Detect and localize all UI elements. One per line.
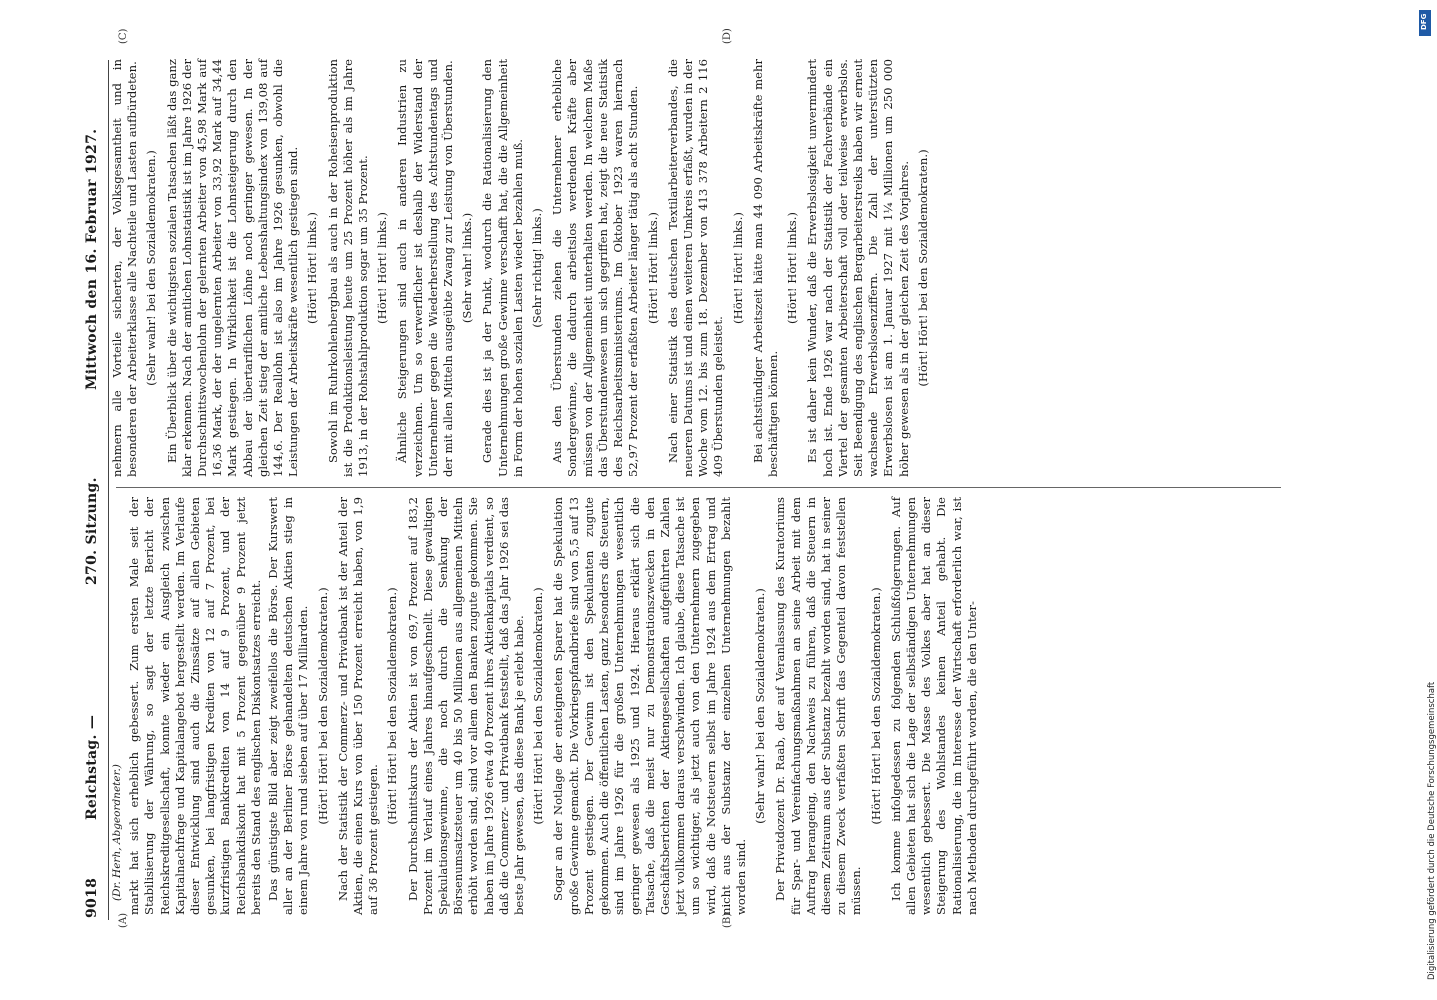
paragraph: Es ist daher kein Wunder, daß die Erwerbslosigkeit unvermindert hoch ist. Ende 1926 war nach der Statistik der Fachverbände ein Viertel der gesamten Arbeiterschaft voll oder teilweise erwerbslos. Seit Beendigung des englischen Bergarbeiterstreiks haben wir erneut wachsende Erwerbslosenziffern. Die Zahl der unterstützten Erwerbslosen ist am 1. Januar 1927 mit 1¼ Millionen um 250 000 höher gewesen als in der gleichen Zeit des Vorjahres. xyxy=(805,59,911,477)
interjection: (Hört! Hört! bei den Sozialdemokraten.) xyxy=(915,149,930,387)
interjection: (Hört! Hört! links.) xyxy=(305,212,320,324)
paragraph: markt hat sich erheblich gebessert. Zum ersten Male seit der Stabilisierung der Währung, so sagt der letzte Bericht der Reichskreditgesellschaft, konnte wieder ein Ausgleich zwischen Kapitalnachfrage und Kapitalangebot hergestellt werden. Im Verlaufe dieser Entwicklung sind auch die Zinssätze auf allen Gebieten gesunken, bei langfristigen Krediten von 12 auf 7 Prozent, bei kurzfristigen Bankkrediten von 14 auf 9 Prozent, und der Reichsbankdiskont hat mit 5 Prozent gegenüber 9 Prozent jetzt bereits den Stand des englischen Diskontsatzes erreicht. xyxy=(127,497,263,915)
interjection: (Hört! Hört! links.) xyxy=(375,212,390,324)
paragraph: Das günstigste Bild aber zeigt zweifellos die Börse. Der Kurswert aller an der Berliner Börse gehandelten deutschen Aktien stieg in einem Jahre von rund sieben auf über 17 Milliarden. xyxy=(266,497,311,915)
paragraph: Ich komme infolgedessen zu folgenden Schlußfolgerungen. Auf allen Gebieten hat sich die Lage der selbständigen Unternehmungen wesentlich gebessert. Die Masse des Volkes aber hat an dieser Steigerung des Wohlstandes keinen Anteil gehabt. Die Rationalisierung, die im Interesse der Wirtschaft erforderlich war, ist nach Methoden durchgeführt worden, die den Unter- xyxy=(888,497,979,915)
header-rule xyxy=(108,60,109,920)
interjection: (Sehr wahr! bei den Sozialdemokraten.) xyxy=(144,150,159,386)
margin-marker-b: (B) xyxy=(722,912,733,928)
paragraph: Gerade dies ist ja der Punkt, wodurch die Rationalisierung den Unternehmungen große Gewinne verschafft hat, die die Allgemeinheit in Form der hohen sozialen Lasten wieder bezahlen muß. xyxy=(480,59,525,477)
header-body: Reichstag. — xyxy=(84,714,100,820)
paragraph: Ähnliche Steigerungen sind auch in anderen Industrien zu verzeichnen. Um so verwerflicher ist deshalb der Widerstand der Unternehmer gegen die Wiederherstellung des Achtstundentags und der mit allen Mitteln ausgeübte Zwang zur Leistung von Überstunden. xyxy=(395,59,456,477)
interjection: (Hört! Hört! bei den Sozialdemokraten.) xyxy=(868,587,883,825)
header-date: Mittwoch den 16. Februar 1927. xyxy=(84,128,100,390)
interjection: (Hört! Hört! links.) xyxy=(785,212,800,324)
paragraph: Der Durchschnittskurs der Aktien ist von 69,7 Prozent auf 183,2 Prozent im Verlauf eines Jahres hinaufgeschnellt. Diese gewaltigen Spekulationsgewinne, die noch durch die Senkung der Börsenumsatzsteuer um 40 bis 50 Millionen aus allgemeinen Mitteln erhöht worden sind, sind vor allem den Banken zugute gekommen. Sie haben im Jahre 1926 etwa 40 Prozent ihres Aktienkapitals verdient, so daß die Commerz- und Privatbank feststellt, daß das Jahr 1926 sei das beste Jahr gewesen, das diese Bank je erlebt habe. xyxy=(405,497,527,915)
speaker-line: (Dr. Herh, Abgeordneter.) xyxy=(111,764,123,901)
paragraph: Sowohl im Ruhrkohlenbergbau als auch in der Roheisenproduktion ist die Produktionsleistung heute um 25 Prozent höher als im Jahre 1913, in der Rohstahlproduktion sogar um 35 Prozent. xyxy=(325,59,371,477)
interjection: (Sehr wahr! bei den Sozialdemokraten.) xyxy=(753,588,768,824)
paragraph: Sogar an der Notlage der enteigneten Sparer hat die Spekulation große Gewinne gemacht. Die Vorkriegspfandbriefe sind von 5,5 auf 13 Prozent gestiegen. Der Gewinn ist den Spekulanten zugute gekommen. Auch die öffentlichen Lasten, ganz besonders die Steuern, sind im Jahre 1926 für die großen Unternehmungen wesentlich geringer gewesen als 1925 und 1924. Hieraus erklärt sich die Tatsache, daß die meist nur zu Demonstrationszwecken in den Geschäftsberichten der Aktiengesellschaften aufgeführten Zahlen jetzt vollkommen daraus verschwinden. Ich glaube, diese Tatsache ist um so wichtiger, als jetzt auch von den Unternehmern zugegeben wird, daß die Notsteuern selbst im Jahre 1924 aus dem Ertrag und nicht aus der Substanz der einzelnen Unternehmungen bezahlt worden sind. xyxy=(551,497,748,915)
page-header xyxy=(84,50,106,930)
right-column xyxy=(110,59,1285,477)
page-number: 9018 xyxy=(84,877,100,918)
left-column xyxy=(110,497,1285,915)
interjection: (Sehr richtig! links.) xyxy=(530,208,545,328)
paragraph: Aus den Überstunden ziehen die Unternehmer erhebliche Sondergewinne, die dadurch arbeitslos werdenden Kräfte aber müssen von der Allgemeinheit unterhalten werden. In welchem Maße das Überstundenwesen um sich gegriffen hat, zeigt die neue Statistik des Reichsarbeitsministeriums. Im Oktober 1923 waren hiernach 52,97 Prozent der erfaßten Arbeiter länger tätig als acht Stunden. xyxy=(550,59,641,477)
margin-marker-c: (C) xyxy=(118,28,129,44)
dfg-logo: DFG xyxy=(1419,10,1431,36)
header-session: 270. Sitzung. xyxy=(84,477,100,585)
interjection: (Hört! Hört! bei den Sozialdemokraten.) xyxy=(385,587,400,825)
interjection: (Sehr wahr! links.) xyxy=(460,212,475,324)
interjection: (Hört! Hört! bei den Sozialdemokraten.) xyxy=(531,587,546,825)
paragraph: Nach der Statistik der Commerz- und Privatbank ist der Anteil der Aktien, die einen Kurs von über 150 Prozent erreicht haben, von 1,9 auf 36 Prozent gestiegen. xyxy=(335,497,381,915)
paragraph: Der Privatdozent Dr. Raab, der auf Veranlassung des Kuratoriums für Spar- und Vereinfachungsmaßnahmen an seine Arbeit mit dem Auftrag herangeing, den Nachweis zu führen, daß die Steuern in diesem Zeitraum aus der Substanz bezahlt worden sind, hat in seiner zu diesem Zweck verfaßten Schrift das Gegenteil davon feststellen müssen. xyxy=(773,497,864,915)
column-divider xyxy=(116,487,1281,488)
margin-marker-d: (D) xyxy=(722,28,733,44)
interjection: (Hört! Hört! bei den Sozialdemokraten.) xyxy=(315,587,330,825)
paragraph: Bei achtstündiger Arbeitszeit hätte man 44 090 Arbeitskräfte mehr beschäftigen können. xyxy=(750,59,780,477)
margin-marker-a: (A) xyxy=(118,912,129,928)
paragraph: nehmern alle Vorteile sicherten, der Volksgesamtheit und in besonderen der Arbeiterklasse alle Nachteile und Lasten aufbürdeten. xyxy=(110,59,140,477)
interjection: (Hört! Hört! links.) xyxy=(730,212,745,324)
paragraph: Nach einer Statistik des deutschen Textilarbeiterverbandes, die neueren Datums ist und einen weiteren Umkreis erfaßt, wurden in der Woche vom 12. bis zum 18. Dezember von 413 378 Arbeitern 2 116 409 Überstunden geleistet. xyxy=(665,59,726,477)
paragraph: Ein Überblick über die wichtigsten sozialen Tatsachen läßt das ganz klar erkennen. Nach der amtlichen Lohnstatistik ist im Jahre 1926 der Durchschnittswochenlohn der gelernten Arbeiter von 45,98 Mark auf 16,36 Mark, der der ungelernten Arbeiter von 33,92 Mark auf 34,44 Mark gestiegen. In Wirklichkeit ist die Lohnsteigerung durch den Abbau der übertariflichen Löhne noch geringer gewesen. In der gleichen Zeit stieg der amtliche Lebenshaltungsindex von 139,08 auf 144,6. Der Reallohn ist also im Jahre 1926 gesunken, obwohl die Leistungen der Arbeitskräfte wesentlich gestiegen sind. xyxy=(164,59,301,477)
digitization-credit: Digitalisierung gefördert durch die Deutsche Forschungsgemeinschaft xyxy=(1427,681,1437,980)
interjection: (Hört! Hört! links.) xyxy=(645,212,660,324)
